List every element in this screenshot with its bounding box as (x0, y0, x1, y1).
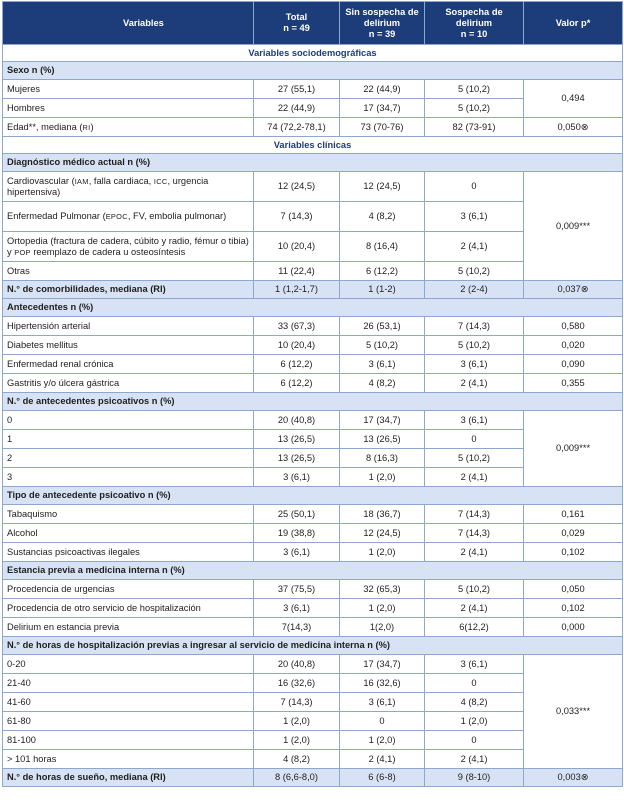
cell-suspicion: 1 (2,0) (425, 712, 524, 731)
group-title-diagnostico: Diagnóstico médico actual n (%) (3, 154, 623, 172)
cell-no-suspicion: 5 (10,2) (340, 336, 425, 355)
cell-no-suspicion: 8 (16,4) (340, 232, 425, 262)
header-no-suspicion-n: n = 39 (368, 28, 396, 39)
label-part: Cardiovascular ( (7, 175, 75, 186)
cell-no-suspicion: 0 (340, 712, 425, 731)
row-label: Alcohol (3, 524, 254, 543)
cell-no-suspicion: 13 (26,5) (340, 430, 425, 449)
cell-no-suspicion: 1 (2,0) (340, 731, 425, 750)
table-row (3, 118, 623, 137)
cell-no-suspicion: 17 (34,7) (340, 411, 425, 430)
label-abbrev: ICC (153, 176, 168, 186)
row-label: Gastritis y/o úlcera gástrica (3, 374, 254, 393)
cell-total: 6 (12,2) (254, 374, 340, 393)
cell-suspicion: 0 (425, 172, 524, 202)
table-row (3, 80, 623, 99)
cell-suspicion: 7 (14,3) (425, 524, 524, 543)
cell-suspicion: 2 (4,1) (425, 468, 524, 487)
row-label-edad (3, 118, 254, 137)
cell-no-suspicion: 16 (32,6) (340, 674, 425, 693)
group-row (3, 637, 623, 655)
cell-suspicion: 7 (14,3) (425, 505, 524, 524)
label-part: Ortopedia (fractura de cadera, cúbito y radio, fémur o tibia) y (7, 235, 249, 257)
header-total-n: n = 49 (283, 23, 310, 33)
cell-no-suspicion: 73 (70-76) (340, 118, 425, 137)
row-label: Hipertensión arterial (3, 317, 254, 336)
table-row (3, 599, 623, 618)
row-label: 61-80 (3, 712, 254, 731)
cell-suspicion: 2 (4,1) (425, 599, 524, 618)
cell-total: 20 (40,8) (254, 655, 340, 674)
table-row (3, 655, 623, 674)
cell-no-suspicion: 3 (6,1) (340, 355, 425, 374)
cell-p-value: 0,161 (524, 505, 623, 524)
cell-total: 1 (2,0) (254, 731, 340, 750)
cell-total: 13 (26,5) (254, 430, 340, 449)
label-part: , FV, embolia pulmonar) (127, 211, 227, 221)
row-label: 1 (3, 430, 254, 449)
cell-suspicion: 5 (10,2) (425, 80, 524, 99)
cell-p-value: 0,494 (524, 80, 623, 118)
cell-p-value: 0,050 (524, 580, 623, 599)
cell-no-suspicion: 12 (24,5) (340, 524, 425, 543)
table-row (3, 543, 623, 562)
row-label: 0 (3, 411, 254, 430)
row-label-sueno: N.° de horas de sueño, mediana (RI) (3, 769, 254, 787)
summary-row (3, 281, 623, 299)
cell-no-suspicion: 4 (8,2) (340, 202, 425, 232)
label-part: reemplazo de cadera u osteosíntesis (30, 246, 186, 257)
row-label (3, 232, 254, 262)
cell-suspicion: 9 (8-10) (425, 769, 524, 787)
cell-total: 7 (14,3) (254, 202, 340, 232)
cell-total: 4 (8,2) (254, 750, 340, 769)
row-label: Mujeres (3, 80, 254, 99)
row-label: Diabetes mellitus (3, 336, 254, 355)
cell-suspicion: 2 (4,1) (425, 750, 524, 769)
cell-p-value: 0,355 (524, 374, 623, 393)
cell-suspicion: 4 (8,2) (425, 693, 524, 712)
table-row (3, 172, 623, 202)
table-row (3, 505, 623, 524)
group-title-sexo: Sexo n (%) (3, 62, 623, 80)
cell-total: 11 (22,4) (254, 262, 340, 281)
table-row (3, 580, 623, 599)
row-label: Enfermedad renal crónica (3, 355, 254, 374)
table-row (3, 618, 623, 637)
group-title-antecedentes: Antecedentes n (%) (3, 299, 623, 317)
row-label: Otras (3, 262, 254, 281)
group-title-horas-hosp: N.° de horas de hospitalización previas a ingresar al servicio de medicina interna n (%) (3, 637, 623, 655)
row-label: Tabaquismo (3, 505, 254, 524)
row-label: Sustancias psicoactivas ilegales (3, 543, 254, 562)
cell-no-suspicion: 6 (6-8) (340, 769, 425, 787)
cell-suspicion: 2 (4,1) (425, 232, 524, 262)
row-label-comorbilidades: N.° de comorbilidades, mediana (RI) (3, 281, 254, 299)
cell-total: 7(14,3) (254, 618, 340, 637)
header-suspicion-line1: Sospecha de (445, 6, 503, 17)
header-total-label: Total (285, 12, 308, 22)
cell-suspicion: 5 (10,2) (425, 99, 524, 118)
cell-p-value: 0,020 (524, 336, 623, 355)
cell-suspicion: 3 (6,1) (425, 355, 524, 374)
cell-no-suspicion: 1 (2,0) (340, 468, 425, 487)
header-p-value: Valor p* (524, 2, 623, 45)
cell-no-suspicion: 17 (34,7) (340, 99, 425, 118)
cell-total: 10 (20,4) (254, 232, 340, 262)
cell-total: 33 (67,3) (254, 317, 340, 336)
row-label: Hombres (3, 99, 254, 118)
cell-suspicion: 0 (425, 674, 524, 693)
table-row (3, 355, 623, 374)
cell-total: 3 (6,1) (254, 468, 340, 487)
section-clinical: Variables clínicas (3, 137, 623, 154)
cell-no-suspicion: 17 (34,7) (340, 655, 425, 674)
row-label: 0-20 (3, 655, 254, 674)
cell-p-value: 0,050⊗ (524, 118, 623, 137)
cell-total: 3 (6,1) (254, 599, 340, 618)
header-no-suspicion-line2: delirium (363, 17, 401, 28)
cell-total: 12 (24,5) (254, 172, 340, 202)
cell-suspicion: 0 (425, 731, 524, 750)
row-label: > 101 horas (3, 750, 254, 769)
group-row (3, 393, 623, 411)
cell-total: 6 (12,2) (254, 355, 340, 374)
cell-total: 8 (6,6-8,0) (254, 769, 340, 787)
cell-suspicion: 2 (2-4) (425, 281, 524, 299)
section-sociodemographic: Variables sociodemográficas (3, 45, 623, 62)
cell-no-suspicion: 2 (4,1) (340, 750, 425, 769)
cell-no-suspicion: 3 (6,1) (340, 693, 425, 712)
cell-total: 22 (44,9) (254, 99, 340, 118)
group-row (3, 562, 623, 580)
results-table (2, 1, 623, 787)
cell-suspicion: 5 (10,2) (425, 336, 524, 355)
header-total (254, 2, 340, 45)
cell-no-suspicion: 1(2,0) (340, 618, 425, 637)
cell-total: 19 (38,8) (254, 524, 340, 543)
header-no-suspicion-line1: Sin sospecha de (345, 6, 419, 17)
cell-p-value: 0,090 (524, 355, 623, 374)
group-row (3, 154, 623, 172)
header-variables: Variables (3, 2, 254, 45)
cell-p-value: 0,037⊗ (524, 281, 623, 299)
edad-label-text: Edad**, mediana ( (7, 121, 83, 132)
label-abbrev: EPOC (105, 212, 128, 221)
cell-total: 1 (1,2-1,7) (254, 281, 340, 299)
cell-no-suspicion: 22 (44,9) (340, 80, 425, 99)
cell-suspicion: 6(12,2) (425, 618, 524, 637)
cell-suspicion: 3 (6,1) (425, 655, 524, 674)
cell-total: 37 (75,5) (254, 580, 340, 599)
summary-row (3, 769, 623, 787)
cell-suspicion: 7 (14,3) (425, 317, 524, 336)
cell-no-suspicion: 1 (2,0) (340, 599, 425, 618)
cell-suspicion: 5 (10,2) (425, 262, 524, 281)
row-label: 41-60 (3, 693, 254, 712)
cell-total: 20 (40,8) (254, 411, 340, 430)
cell-p-value: 0,003⊗ (524, 769, 623, 787)
row-label: Procedencia de otro servicio de hospitalización (3, 599, 254, 618)
row-label: Delirium en estancia previa (3, 618, 254, 637)
cell-total: 74 (72,2-78,1) (254, 118, 340, 137)
cell-suspicion: 2 (4,1) (425, 374, 524, 393)
cell-total: 25 (50,1) (254, 505, 340, 524)
cell-total: 10 (20,4) (254, 336, 340, 355)
cell-no-suspicion: 12 (24,5) (340, 172, 425, 202)
group-title-estancia: Estancia previa a medicina interna n (%) (3, 562, 623, 580)
row-label: 2 (3, 449, 254, 468)
cell-total: 27 (55,1) (254, 80, 340, 99)
section-row (3, 137, 623, 154)
table-header-row (3, 2, 623, 45)
edad-label-abbrev: RI (82, 122, 91, 132)
row-label (3, 172, 254, 202)
cell-p-value: 0,033*** (524, 655, 623, 769)
cell-no-suspicion: 8 (16,3) (340, 449, 425, 468)
row-label: 3 (3, 468, 254, 487)
cell-total: 7 (14,3) (254, 693, 340, 712)
cell-p-value: 0,009*** (524, 411, 623, 487)
cell-no-suspicion: 18 (36,7) (340, 505, 425, 524)
group-title-n-psicoactivos: N.° de antecedentes psicoativos n (%) (3, 393, 623, 411)
label-abbrev: IAM (74, 176, 89, 186)
cell-p-value: 0,000 (524, 618, 623, 637)
row-label: 81-100 (3, 731, 254, 750)
row-label (3, 202, 254, 232)
table-row (3, 374, 623, 393)
cell-suspicion: 3 (6,1) (425, 202, 524, 232)
table-row (3, 336, 623, 355)
label-part: Enfermedad Pulmonar ( (7, 211, 106, 221)
cell-no-suspicion: 26 (53,1) (340, 317, 425, 336)
cell-total: 1 (2,0) (254, 712, 340, 731)
group-title-tipo-psicoactivo: Tipo de antecedente psicoativo n (%) (3, 487, 623, 505)
header-suspicion-n: n = 10 (460, 28, 488, 39)
cell-total: 16 (32,6) (254, 674, 340, 693)
cell-suspicion: 5 (10,2) (425, 449, 524, 468)
table-row (3, 317, 623, 336)
cell-suspicion: 5 (10,2) (425, 580, 524, 599)
cell-p-value: 0,102 (524, 543, 623, 562)
header-suspicion-line2: delirium (455, 17, 493, 28)
cell-suspicion: 3 (6,1) (425, 411, 524, 430)
label-part: , falla cardiaca, (88, 175, 154, 186)
group-row (3, 299, 623, 317)
group-row (3, 62, 623, 80)
label-part: , urgencia hipertensiva) (7, 175, 209, 197)
table-row (3, 411, 623, 430)
cell-p-value: 0,580 (524, 317, 623, 336)
cell-no-suspicion: 1 (1-2) (340, 281, 425, 299)
header-suspicion (425, 2, 524, 45)
cell-no-suspicion: 1 (2,0) (340, 543, 425, 562)
section-row (3, 45, 623, 62)
cell-suspicion: 0 (425, 430, 524, 449)
row-label: Procedencia de urgencias (3, 580, 254, 599)
cell-no-suspicion: 6 (12,2) (340, 262, 425, 281)
cell-suspicion: 2 (4,1) (425, 543, 524, 562)
cell-p-value: 0,102 (524, 599, 623, 618)
table-row (3, 524, 623, 543)
cell-no-suspicion: 32 (65,3) (340, 580, 425, 599)
row-label: 21-40 (3, 674, 254, 693)
cell-total: 13 (26,5) (254, 449, 340, 468)
edad-label-close: ) (90, 121, 94, 132)
label-abbrev: POP (14, 247, 31, 257)
cell-no-suspicion: 4 (8,2) (340, 374, 425, 393)
cell-p-value: 0,009*** (524, 172, 623, 281)
cell-p-value: 0,029 (524, 524, 623, 543)
group-row (3, 487, 623, 505)
cell-total: 3 (6,1) (254, 543, 340, 562)
cell-suspicion: 82 (73-91) (425, 118, 524, 137)
header-no-suspicion (340, 2, 425, 45)
